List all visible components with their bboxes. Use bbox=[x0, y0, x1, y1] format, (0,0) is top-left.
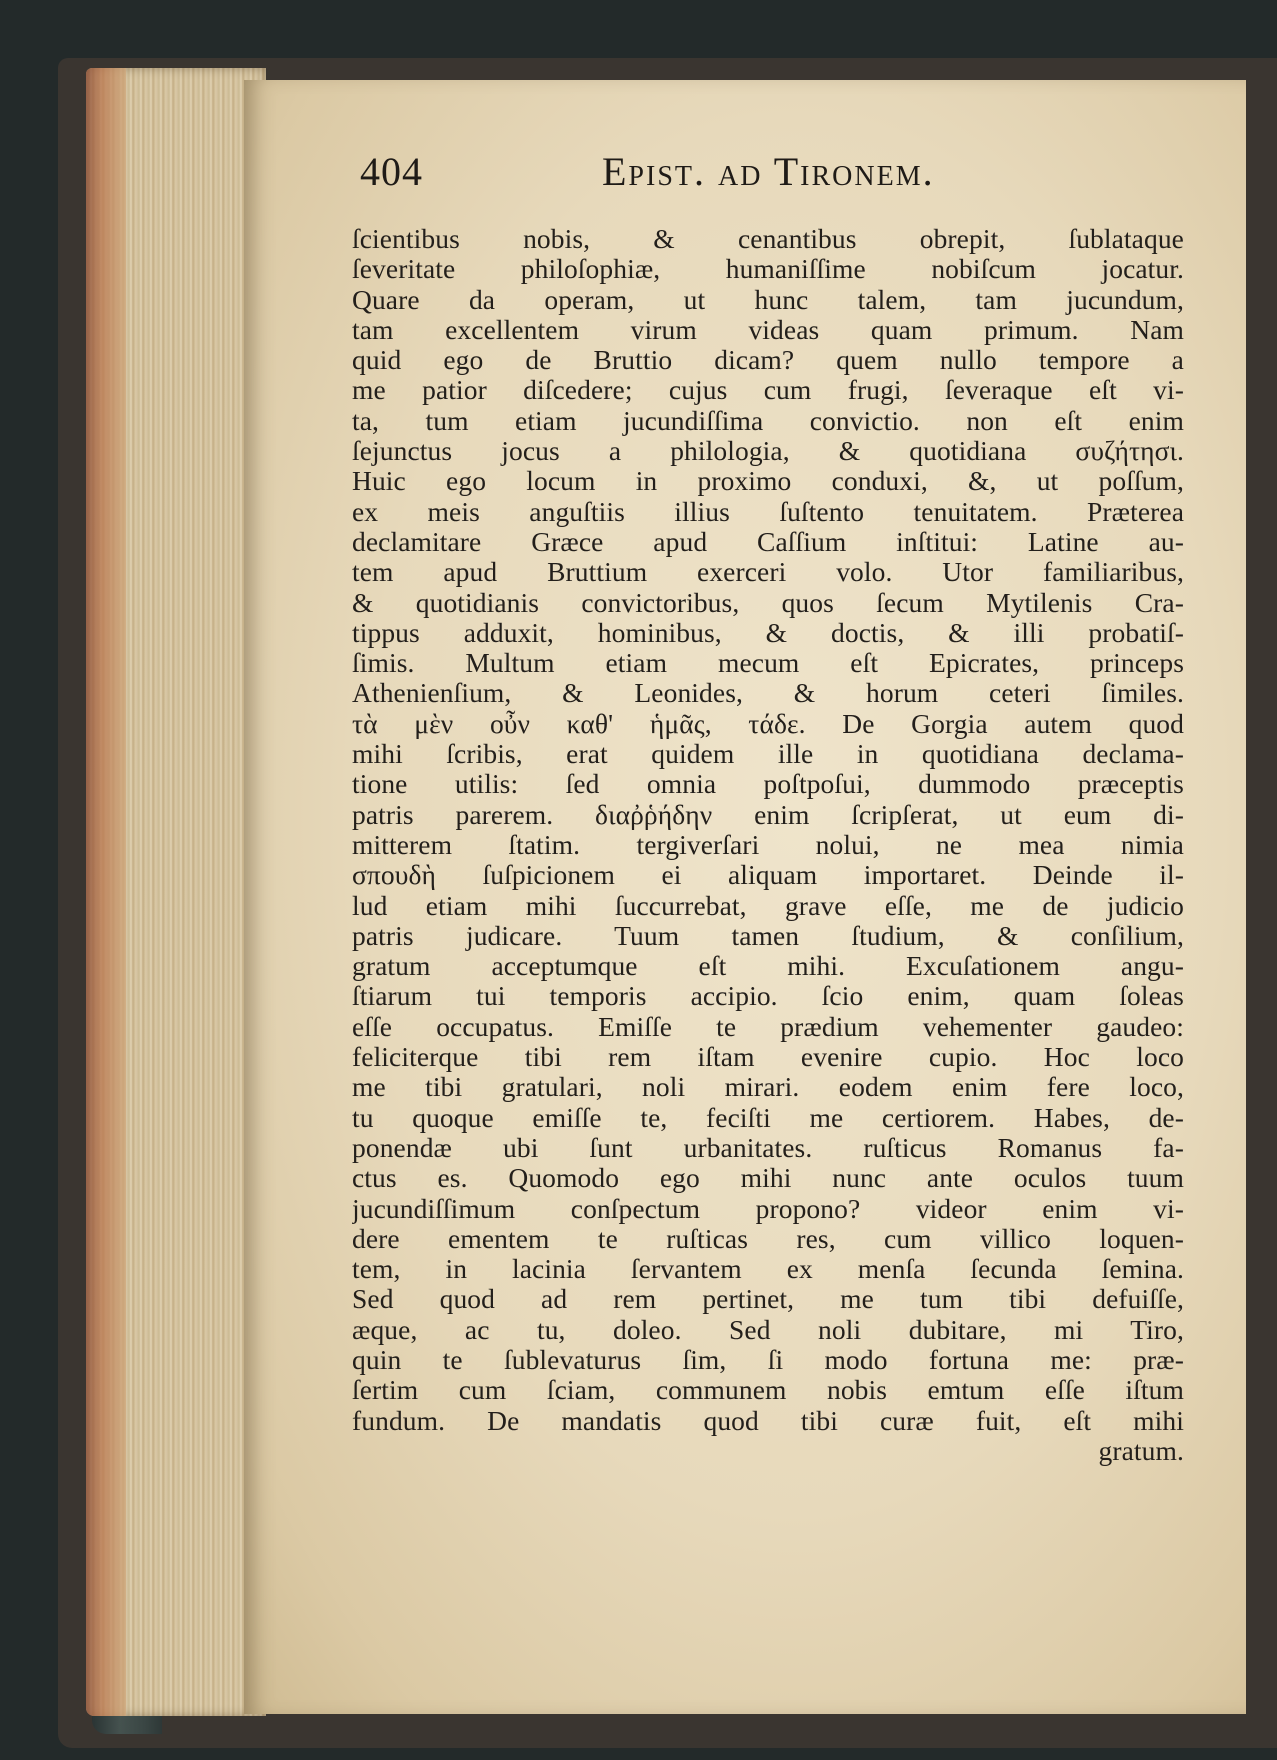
text-line: ctus es. Quomodo ego mihi nunc ante oculos tuum bbox=[352, 1163, 1184, 1194]
text-line: quin te ſublevaturus ſim, ſi modo fortuna me: præ- bbox=[352, 1344, 1184, 1375]
text-line: τὰ μὲν οὖν καθ' ἡμᾶς, τάδε. De Gorgia autem quod bbox=[352, 708, 1184, 739]
text-line: & quotidianis convictoribus, quos ſecum Mytilenis Cra- bbox=[352, 587, 1184, 618]
text-line: ta, tum etiam jucundiſſima convictio. non eſt enim bbox=[352, 405, 1184, 436]
text-line: eſſe occupatus. Emiſſe te prædium vehementer gaudeo: bbox=[352, 1011, 1184, 1042]
text-line: ponendæ ubi ſunt urbanitates. ruſticus Romanus fa- bbox=[352, 1132, 1184, 1163]
text-line: tu quoque emiſſe te, feciſti me certiorem. Habes, de- bbox=[352, 1102, 1184, 1133]
text-line: Sed quod ad rem pertinet, me tum tibi defuiſſe, bbox=[352, 1284, 1184, 1315]
text-line: fundum. De mandatis quod tibi curæ fuit, eſt mihi bbox=[352, 1405, 1184, 1436]
text-line: me patior diſcedere; cujus cum frugi, ſeveraque eſt vi- bbox=[352, 375, 1184, 406]
text-line: jucundiſſimum conſpectum propono? videor enim vi- bbox=[352, 1193, 1184, 1224]
text-line: ex meis anguſtiis illius ſuſtento tenuitatem. Præterea bbox=[352, 496, 1184, 527]
text-line: ſejunctus jocus a philologia, & quotidiana συζήτησι. bbox=[352, 436, 1184, 467]
text-line: æque, ac tu, doleo. Sed noli dubitare, mi Tiro, bbox=[352, 1314, 1184, 1345]
text-line: tione utilis: ſed omnia poſtpoſui, dummodo præceptis bbox=[352, 769, 1184, 800]
text-line: dere ementem te ruſticas res, cum villico loquen- bbox=[352, 1223, 1184, 1254]
text-line: tem apud Bruttium exerceri volo. Utor familiaribus, bbox=[352, 557, 1184, 588]
text-line: gratum acceptumque eſt mihi. Excuſationem angu- bbox=[352, 951, 1184, 982]
catchword: gratum. bbox=[1098, 1435, 1184, 1466]
text-line: tippus adduxit, hominibus, & doctis, & illi probatiſ- bbox=[352, 617, 1184, 648]
running-head: Epist. ad Tironem. bbox=[602, 149, 935, 194]
page-edges bbox=[86, 68, 266, 1716]
text-line: patris judicare. Tuum tamen ſtudium, & conſilium, bbox=[352, 920, 1184, 951]
page-header bbox=[360, 148, 1180, 204]
text-line: ſimis. Multum etiam mecum eſt Epicrates, princeps bbox=[352, 648, 1184, 679]
text-line: ſeveritate philoſophiæ, humaniſſime nobiſcum jocatur. bbox=[352, 254, 1184, 285]
text-line: ſertim cum ſciam, communem nobis emtum eſſe iſtum bbox=[352, 1375, 1184, 1406]
text-line: Quare da operam, ut hunc talem, tam jucundum, bbox=[352, 284, 1184, 315]
text-line: ſcientibus nobis, & cenantibus obrepit, ſublataque bbox=[352, 224, 1184, 254]
body-text bbox=[352, 224, 1184, 1466]
text-line: declamitare Græce apud Caſſium inſtitui: Latine au- bbox=[352, 526, 1184, 557]
page-number: 404 bbox=[360, 149, 423, 194]
text-line: tem, in lacinia ſervantem ex menſa ſecunda ſemina. bbox=[352, 1254, 1184, 1285]
text-line: σπουδὴ ſuſpicionem ei aliquam importaret. Deinde il- bbox=[352, 860, 1184, 891]
text-line: Huic ego locum in proximo conduxi, &, ut poſſum, bbox=[352, 466, 1184, 497]
text-line: Athenienſium, & Leonides, & horum ceteri ſimiles. bbox=[352, 678, 1184, 709]
text-line: mihi ſcribis, erat quidem ille in quotidiana declama- bbox=[352, 739, 1184, 770]
text-line: ſtiarum tui temporis accipio. ſcio enim, quam ſoleas bbox=[352, 981, 1184, 1012]
text-line: mitterem ſtatim. tergiverſari nolui, ne mea nimia bbox=[352, 829, 1184, 860]
text-line: me tibi gratulari, noli mirari. eodem enim fere loco, bbox=[352, 1072, 1184, 1103]
text-line: lud etiam mihi ſuccurrebat, grave eſſe, me de judicio bbox=[352, 890, 1184, 921]
text-line: patris parerem. διαῤῥήδην enim ſcripſerat, ut eum di- bbox=[352, 799, 1184, 830]
text-line: feliciterque tibi rem iſtam evenire cupio. Hoc loco bbox=[352, 1042, 1184, 1073]
text-line: quid ego de Bruttio dicam? quem nullo tempore a bbox=[352, 345, 1184, 376]
text-line: tam excellentem virum videas quam primum. Nam bbox=[352, 314, 1184, 345]
